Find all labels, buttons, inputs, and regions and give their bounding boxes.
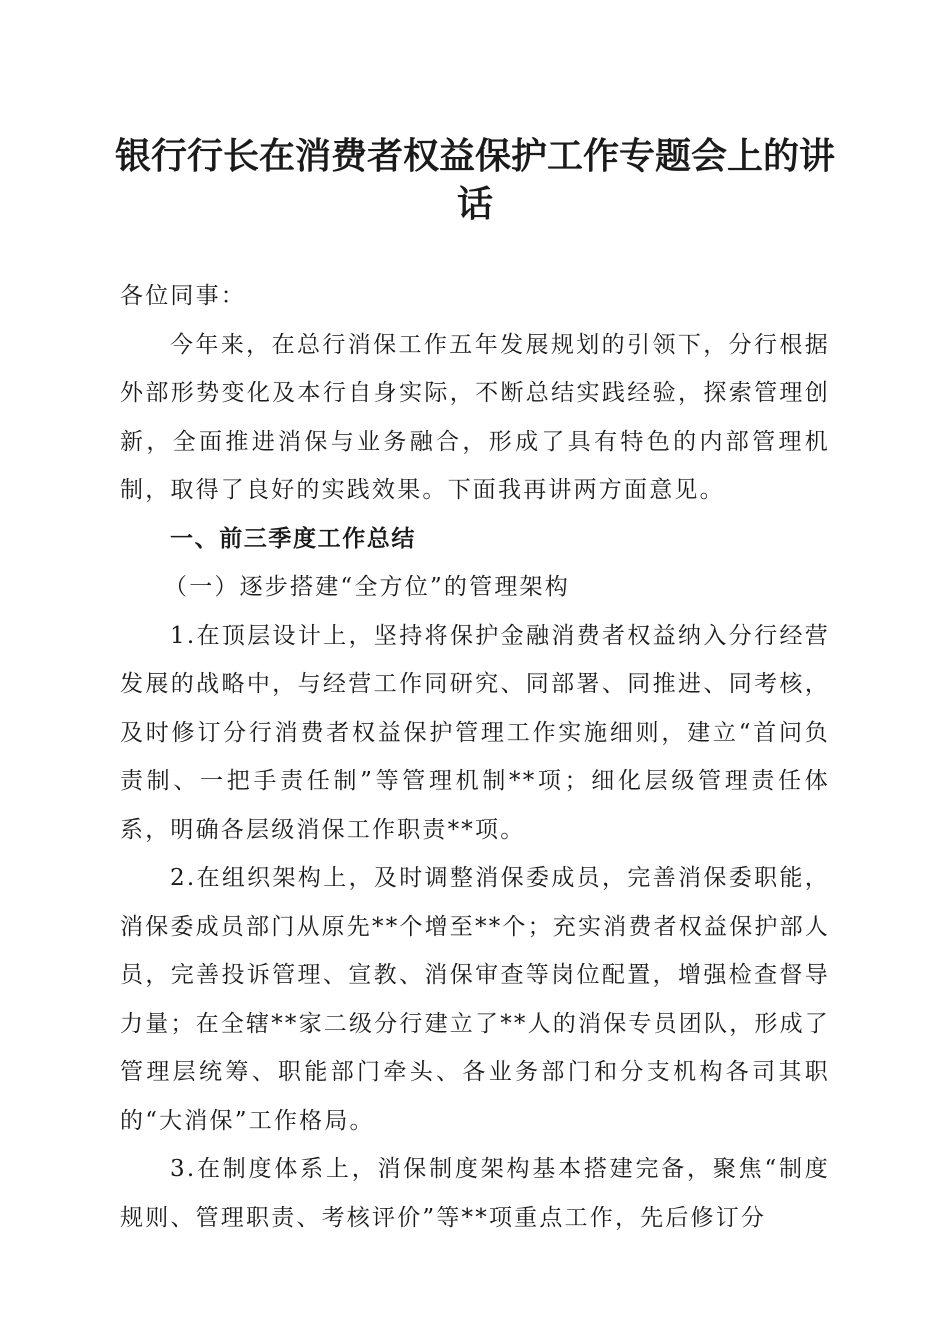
intro-paragraph: 今年来，在总行消保工作五年发展规划的引领下，分行根据外部形势变化及本行自身实际，不断总结实践经验，探索管理创新，全面推进消保与业务融合，形成了具有特色的内部管理机制，取得了良好的实践效果。下面我再讲两方面意见。 [120,331,830,503]
salutation: 各位同事： [120,283,246,309]
paragraph-org-structure: 2.在组织架构上，及时调整消保委成员，完善消保委职能，消保委成员部门从原先**个增至**个；充实消费者权益保护部人员，完善投诉管理、宣教、消保审查等岗位配置，增强检查督导力量；在全辖**家二级分行建立了**人的消保专员团队，形成了管理层统筹、职能部门牵头、各业务部门和分支机构各司其职的“大消保”工作格局。 [120,865,830,1134]
section-heading: 一、前三季度工作总结 [170,525,416,552]
document-title: 银行行长在消费者权益保护工作专题会上的讲话 [114,135,835,225]
paragraph-institutional-system: 3.在制度体系上，消保制度架构基本搭建完备，聚焦“制度规则、管理职责、考核评价”等**项重点工作，先后修订分 [120,1156,830,1231]
paragraph-top-level-design: 1.在顶层设计上，坚持将保护金融消费者权益纳入分行经营发展的战略中，与经营工作同研究、同部署、同推进、同考核，及时修订分行消费者权益保护管理工作实施细则，建立“首问负责制、一把手责任制”等管理机制**项；细化层级管理责任体系，明确各层级消保工作职责**项。 [120,622,830,843]
document-body [120,272,830,1242]
subsection-heading: （一）逐步搭建“全方位”的管理架构 [164,574,570,600]
